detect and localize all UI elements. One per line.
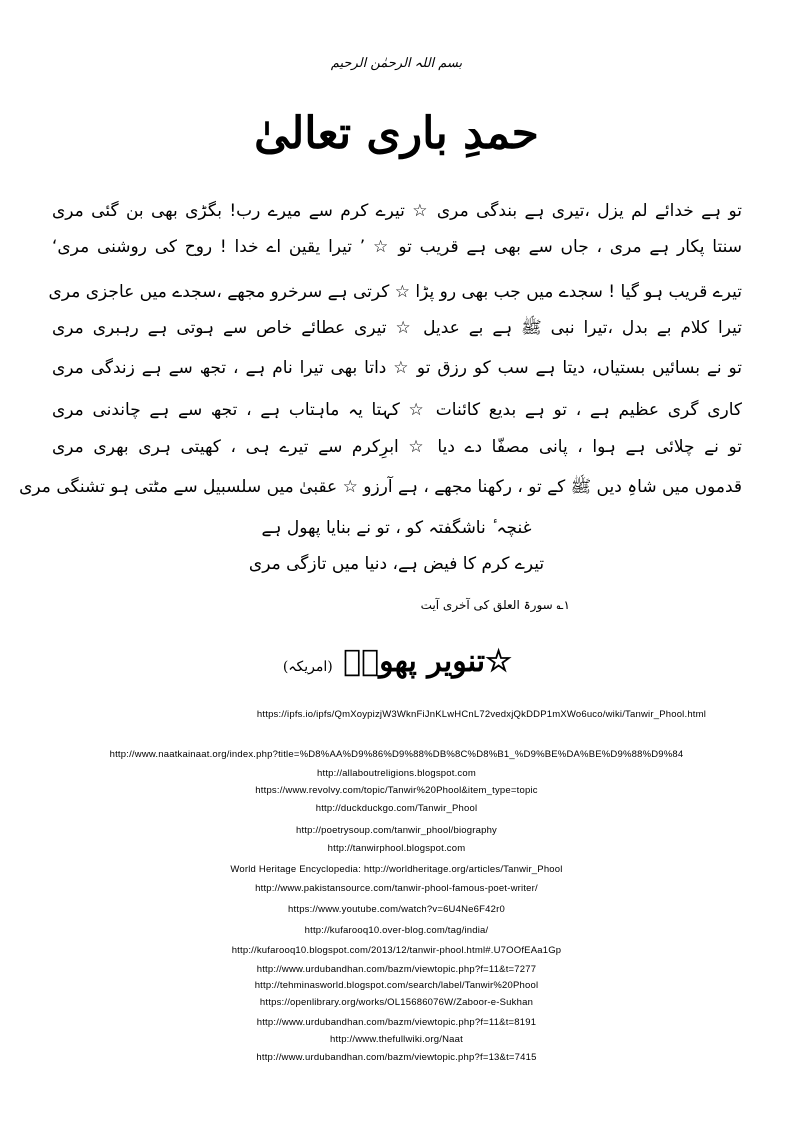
verse-line: سنتا پکار ہے مری ، جاں سے بھی ہے قریب تو ☆ ’ تیرا یقین اے خدا ! روح کی روشنی مری‘ — [52, 237, 742, 257]
verse-line: قدموں میں شاہِ دیں ﷺ کے تو ، رکھنا مجھے ، ہے آرزو ☆ عقبیٰ میں سلسبیل سے مٹتی ہو تشنگی مری — [19, 477, 742, 497]
reference-link[interactable]: http://www.urdubandhan.com/bazm/viewtopic.php?f=11&t=8191 — [256, 1017, 537, 1028]
reference-link[interactable]: http://www.pakistansource.com/tanwir-phool-famous-poet-writer/ — [255, 883, 538, 894]
author-signature — [282, 644, 512, 679]
closing-line: تیرے کرم کا فیض ہے، دنیا میں تازگی مری — [248, 554, 545, 574]
reference-link[interactable]: World Heritage Encyclopedia: http://worldheritage.org/articles/Tanwir_Phool — [230, 864, 563, 875]
reference-link[interactable]: http://duckduckgo.com/Tanwir_Phool — [315, 803, 478, 814]
reference-link[interactable]: https://openlibrary.org/works/OL15686076W/Zaboor-e-Sukhan — [259, 997, 534, 1008]
verse-line: تو نے بسائیں بستیاں، دیتا ہے سب کو رزق تو ☆ داتا بھی تیرا نام ہے ، تجھ سے ہے زندگی مری — [52, 358, 742, 378]
footnote: ۱؎ سورۃ العلق کی آخری آیت — [420, 598, 570, 612]
author-name: ☆تنویر پھولؔ — [343, 644, 512, 679]
verse-line: تیرا کلام بے بدل ،تیرا نبی ﷺ ہے بے عدیل ☆ تیری عطائے خاص سے ہوتی ہے رہبری مری — [52, 318, 742, 338]
reference-link[interactable]: http://kufarooq10.over-blog.com/tag/india/ — [304, 925, 489, 936]
verse-line: تو ہے خدائے لم یزل ،تیری ہے بندگی مری ☆ تیرے کرم سے میرے رب! بگڑی بھی بن گئی مری — [52, 201, 742, 221]
reference-link[interactable]: http://www.urdubandhan.com/bazm/viewtopic.php?f=13&t=7415 — [256, 1052, 537, 1063]
reference-link[interactable]: https://www.revolvy.com/topic/Tanwir%20Phool&item_type=topic — [255, 785, 538, 796]
reference-link[interactable]: http://tanwirphool.blogspot.com — [327, 843, 466, 854]
closing-line: غنچہ ٔ ناشگفتہ کو ، تو نے بنایا پھول ہے — [261, 518, 532, 538]
page-title: حمدِ باری تعالیٰ — [254, 108, 539, 159]
reference-link[interactable]: http://allaboutreligions.blogspot.com — [317, 768, 476, 779]
reference-link[interactable]: http://kufarooq10.blogspot.com/2013/12/tanwir-phool.html#.U7OOfEAa1Gp — [231, 945, 562, 956]
reference-link[interactable]: http://tehminasworld.blogspot.com/search/label/Tanwir%20Phool — [254, 980, 539, 991]
verse-line: تیرے قریب ہو گیا ! سجدے میں جب بھی رو پڑا ☆ کرتی ہے سرخرو مجھے ،سجدے میں عاجزی مری — [48, 282, 742, 302]
reference-link[interactable]: http://poetrysoup.com/tanwir_phool/biography — [295, 825, 498, 836]
verse-line: تو نے چلائی ہے ہوا ، پانی مصفّا دے دیا ☆ ابرِکرم سے تیرے ہی ، کھیتی ہری بھری مری — [52, 437, 742, 457]
author-country: (امریکہ) — [282, 659, 333, 675]
verse-line: کاری گری عظیم ہے ، تو ہے بدیع کائنات ☆ کہتا یہ ماہتاب ہے ، تجھ سے ہے چاندنی مری — [52, 400, 742, 420]
reference-link[interactable]: https://www.youtube.com/watch?v=6U4Ne6F42r0 — [288, 904, 505, 915]
reference-link[interactable]: https://ipfs.io/ipfs/QmXoypizjW3WknFiJnKLwHCnL72vedxjQkDDP1mXWo6uco/wiki/Tanwir_Phool.html — [256, 709, 707, 720]
reference-link[interactable]: http://www.naatkainaat.org/index.php?title=%D8%AA%D9%86%D9%88%DB%8C%D8%B1_%D9%BE%DA%BE%D9%88%D9%84 — [109, 749, 684, 760]
basmala: بسم اللہ الرحمٰن الرحیم — [330, 56, 463, 71]
reference-link[interactable]: http://www.thefullwiki.org/Naat — [330, 1034, 463, 1045]
reference-link[interactable]: http://www.urdubandhan.com/bazm/viewtopic.php?f=11&t=7277 — [256, 964, 537, 975]
